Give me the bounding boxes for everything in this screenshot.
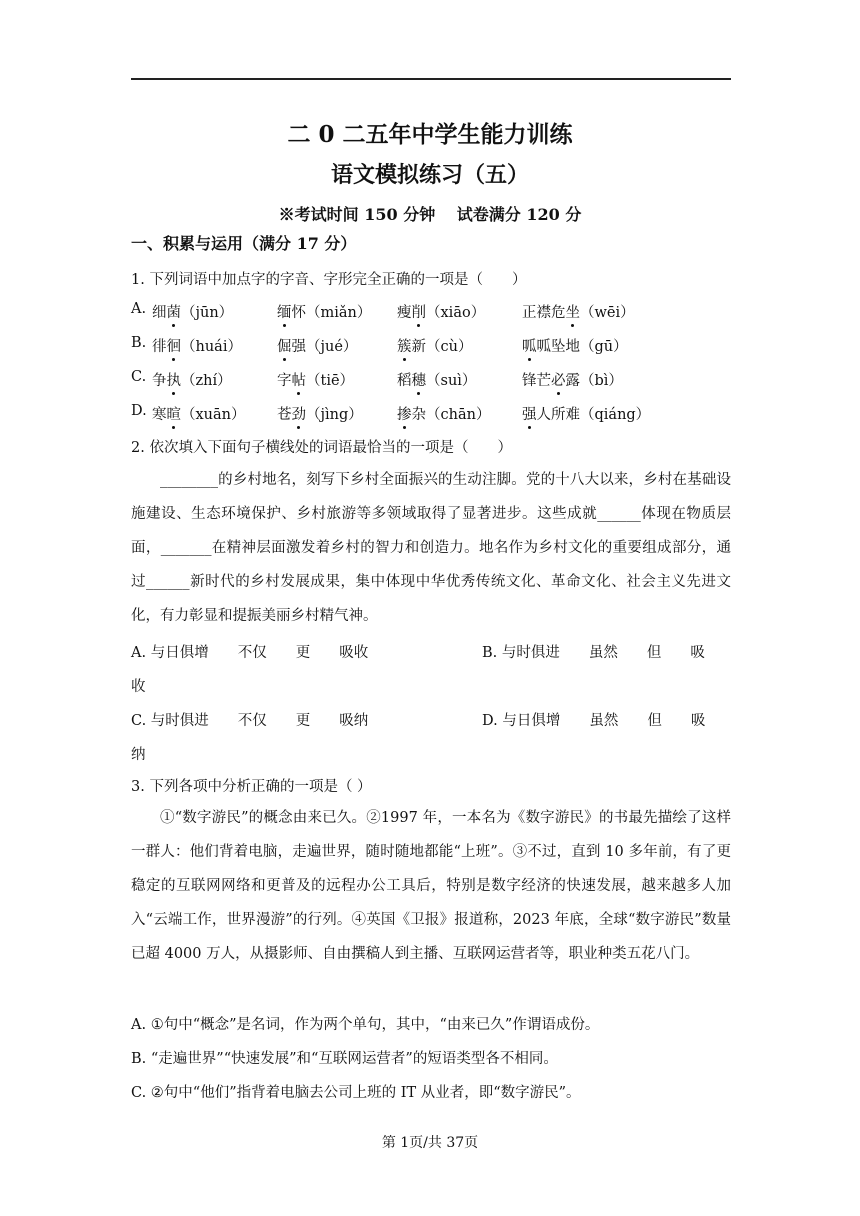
q2-option-b: B. 与时俱进 虽然 但 吸	[482, 645, 705, 661]
section-heading: 一、积累与运用（满分 17 分）	[131, 234, 357, 253]
q1-word	[152, 301, 233, 322]
q1-word	[522, 369, 623, 390]
q1-word-suffix: 新（cù）	[411, 339, 473, 355]
q1-word-prefix: 锋芒	[522, 373, 551, 389]
q1-word	[277, 403, 363, 424]
page-footer: 第 1页/共 37页	[381, 1135, 479, 1151]
q1-word-suffix: （xiāo）	[426, 305, 486, 321]
q1-word-prefix: 寒	[152, 407, 167, 423]
q1-word-prefix: 徘	[152, 339, 167, 355]
q1-word-suffix: （tiē）	[306, 373, 355, 389]
q3-option-c: C. ②句中“他们”指背着电脑去公司上班的 IT 从业者，即“数字游民”。	[131, 1085, 581, 1101]
q3-option-b: B. “走遍世界”“快速发展”和“互联网运营者”的短语类型各不相同。	[131, 1051, 558, 1067]
q1-option-label: D.	[131, 403, 147, 419]
q1-word-suffix: （jìng）	[306, 407, 363, 423]
q1-word	[397, 335, 472, 356]
q2-option-d: D. 与日俱增 虽然 但 吸	[482, 713, 706, 729]
q1-word-suffix: 强（jué）	[291, 339, 358, 355]
q1-dotted-char: 帖	[292, 369, 307, 390]
q1-word	[522, 301, 635, 322]
q1-stem: 1. 下列词语中加点字的字音、字形完全正确的一项是（ ）	[131, 272, 527, 288]
q1-word-prefix: 瘦	[397, 305, 412, 321]
q1-word-suffix: 人所难（qiáng）	[536, 407, 651, 423]
q1-word	[277, 301, 371, 322]
q1-word	[152, 403, 246, 424]
q1-word-prefix: 苍	[277, 407, 292, 423]
q1-word	[152, 335, 242, 356]
q1-option-label: C.	[131, 369, 147, 385]
q1-dotted-char: 强	[522, 403, 537, 424]
q1-word	[277, 335, 357, 356]
header-rule	[131, 78, 731, 80]
q1-word	[397, 403, 490, 424]
q1-dotted-char: 劲	[292, 403, 307, 424]
q1-word-suffix: （huái）	[181, 339, 242, 355]
q1-dotted-char: 必	[551, 369, 566, 390]
q1-word-suffix: 怀（miǎn）	[291, 305, 372, 321]
q3-stem: 3. 下列各项中分析正确的一项是（ ）	[131, 779, 372, 795]
q1-word	[522, 403, 650, 424]
q2-passage	[131, 463, 731, 633]
q1-word-prefix: 正襟危	[522, 305, 566, 321]
q1-dotted-char: 掺	[397, 403, 412, 424]
q1-dotted-char: 穗	[412, 369, 427, 390]
q1-dotted-char: 簇	[397, 335, 412, 356]
q3-passage	[131, 801, 731, 971]
q2-option-b-wrap: 收	[131, 679, 146, 695]
q1-dotted-char: 坐	[566, 301, 581, 322]
q1-word-suffix: （wēi）	[580, 305, 635, 321]
q1-word-suffix: 呱坠地（gū）	[536, 339, 628, 355]
q1-dotted-char: 削	[412, 301, 427, 322]
q2-option-d-wrap: 纳	[131, 747, 146, 763]
exam-info: ※考试时间 150 分钟 试卷满分 120 分	[278, 205, 582, 224]
exam-title: 二 0 二五年中学生能力训练	[287, 121, 573, 148]
q3-passage-text: ①“数字游民”的概念由来已久。②1997 年，一本名为《数字游民》的书最先描绘了这样一群人：他们背着电脑，走遍世界，随时随地都能“上班”。③不过，直到 10 多年前，有了更稳定的互联网网络和更普及的远程办公工具后，特别是数字经济的快速发展，越来越多人加入“云端工作，世界漫游”的行列。④英国《卫报》报道称，2023 年底，全球“数字游民”数量已超 4000 万人，从摄影师、自由撰稿人到主播、互联网运营者等，职业种类五花八门。	[131, 810, 731, 962]
q1-dotted-char: 暄	[167, 403, 182, 424]
q1-option-label: B.	[131, 335, 147, 351]
q2-stem: 2. 依次填入下面句子横线处的词语最恰当的一项是（ ）	[131, 440, 512, 456]
q1-word	[397, 369, 476, 390]
q1-word-prefix: 稻	[397, 373, 412, 389]
q1-word-suffix: （jūn）	[181, 305, 234, 321]
q1-word-prefix: 细	[152, 305, 167, 321]
q1-dotted-char: 缅	[277, 301, 292, 322]
q1-word	[277, 369, 354, 390]
q1-word	[522, 335, 628, 356]
q1-word-suffix: （suì）	[426, 373, 477, 389]
q1-word	[397, 301, 485, 322]
q1-dotted-char: 菌	[167, 301, 182, 322]
q1-dotted-char: 徊	[167, 335, 182, 356]
q2-option-c: C. 与时俱进 不仅 更 吸纳	[131, 713, 369, 729]
q1-word-suffix: （zhí）	[181, 373, 232, 389]
q1-option-label: A.	[131, 301, 147, 317]
q2-passage-text: ________的乡村地名，刻写下乡村全面振兴的生动注脚。党的十八大以来，乡村在基础设施建设、生态环境保护、乡村旅游等多领域取得了显著进步。这些成就______体现在物质层面，_______在精神层面激发着乡村的智力和创造力。地名作为乡村文化的重要组成部分，通过______新时代的乡村发展成果，集中体现中华优秀传统文化、革命文化、社会主义先进文化，有力彰显和提振美丽乡村精气神。	[131, 472, 731, 624]
q1-dotted-char: 倔	[277, 335, 292, 356]
q1-dotted-char: 执	[167, 369, 182, 390]
q2-option-a: A. 与日俱增 不仅 更 吸收	[131, 645, 369, 661]
q1-dotted-char: 呱	[522, 335, 537, 356]
q1-word-prefix: 字	[277, 373, 292, 389]
q1-word-suffix: 露（bì）	[565, 373, 623, 389]
q3-option-a: A. ①句中“概念”是名词，作为两个单句，其中，“由来已久”作谓语成份。	[131, 1017, 600, 1033]
q1-word-prefix: 争	[152, 373, 167, 389]
q1-word	[152, 369, 232, 390]
q1-word-suffix: （xuān）	[181, 407, 246, 423]
exam-subtitle: 语文模拟练习（五）	[330, 162, 529, 188]
q1-word-suffix: 杂（chān）	[411, 407, 491, 423]
